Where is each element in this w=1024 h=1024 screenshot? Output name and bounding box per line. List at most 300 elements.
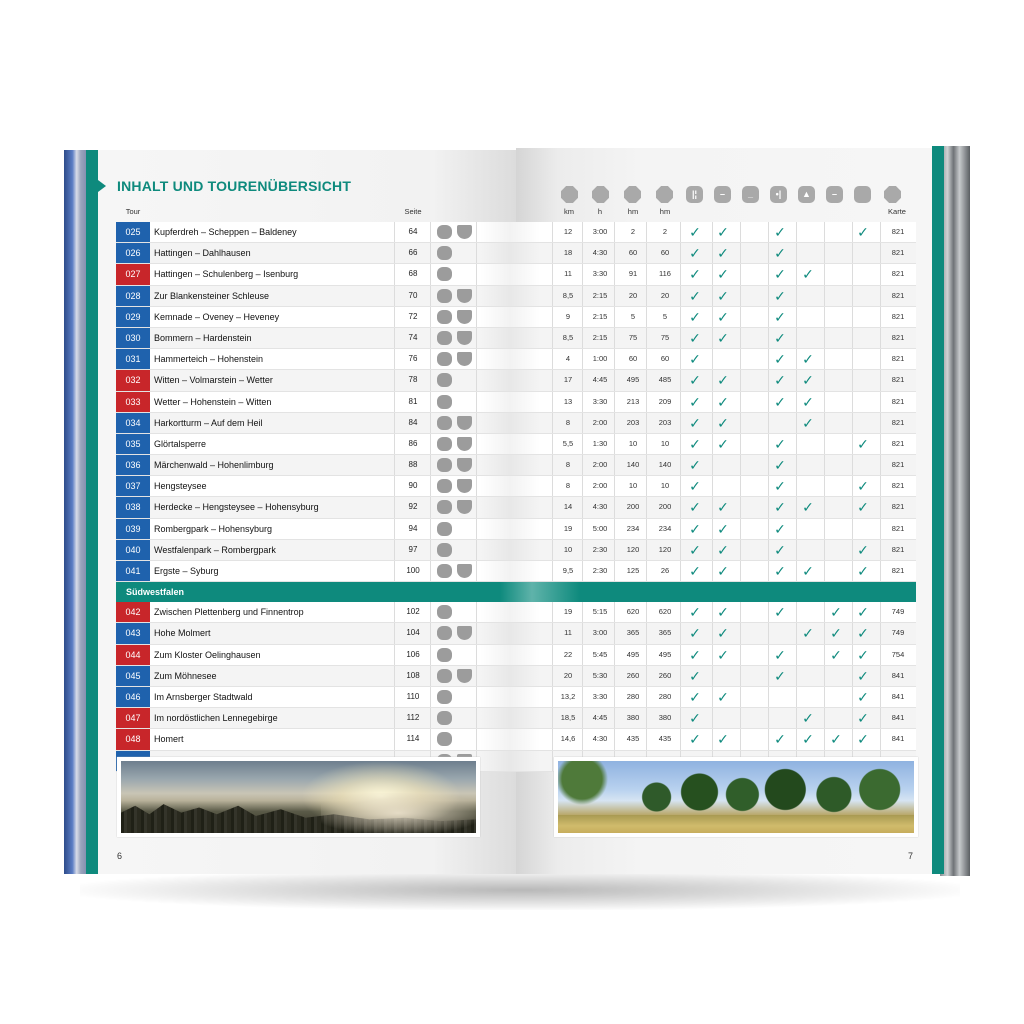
tour-name[interactable]: Zum Kloster Oelinghausen: [154, 649, 261, 660]
walking-icon: [437, 225, 452, 239]
divider: [740, 729, 741, 749]
cell-up: 60: [628, 248, 638, 258]
divider: [824, 455, 825, 475]
divider: [582, 370, 583, 390]
check-icon: ✓: [689, 667, 701, 684]
check-icon: ✓: [857, 688, 869, 705]
divider: [740, 666, 741, 686]
divider: [476, 561, 477, 581]
cell-h: 4:45: [592, 375, 608, 385]
check-icon: ✓: [689, 646, 701, 663]
restaurant-icon: |¦: [686, 186, 703, 203]
divider: [614, 476, 615, 496]
page-title: INHALT UND TOURENÜBERSICHT: [117, 178, 352, 194]
shield-icon: [457, 289, 472, 303]
tour-number: 037: [116, 476, 150, 496]
cell-up: 75: [628, 332, 638, 342]
divider: [614, 708, 615, 728]
tour-name[interactable]: Zwischen Plettenberg und Finnentrop: [154, 607, 304, 618]
tour-page: 64: [408, 227, 418, 236]
cell-h: 3:00: [592, 227, 608, 236]
divider: [680, 434, 681, 454]
cell-h: 2:00: [592, 481, 608, 491]
shield-icon: [457, 564, 472, 578]
tour-name[interactable]: Harkortturm – Auf dem Heil: [154, 417, 263, 428]
check-icon: ✓: [689, 499, 701, 516]
tour-name[interactable]: Herdecke – Hengsteysee – Hohensyburg: [154, 502, 319, 513]
check-icon: ✓: [689, 329, 701, 346]
divider: [646, 540, 647, 560]
divider: [880, 645, 881, 665]
cell-h: 1:00: [592, 354, 608, 364]
tour-page: 114: [406, 734, 420, 744]
check-icon: ✓: [802, 266, 814, 283]
cell-karte: 821: [891, 290, 905, 300]
cell-up: 20: [628, 290, 638, 300]
table-row[interactable]: [116, 392, 916, 413]
divider: [430, 645, 431, 665]
book-gutter: [480, 455, 540, 475]
divider: [796, 243, 797, 263]
table-row[interactable]: [116, 602, 916, 623]
table-row[interactable]: [116, 497, 916, 518]
check-icon: ✓: [717, 646, 729, 663]
divider: [552, 307, 553, 327]
divider: [680, 666, 681, 686]
divider: [476, 413, 477, 433]
divider: [614, 623, 615, 643]
divider: [646, 519, 647, 539]
check-icon: ✓: [717, 414, 729, 431]
tour-name[interactable]: Kupferdreh – Scheppen – Baldeney: [154, 227, 297, 237]
check-icon: ✓: [774, 667, 786, 684]
table-row[interactable]: [116, 687, 916, 708]
book-gutter: [480, 666, 540, 686]
tour-name[interactable]: Märchenwald – Hohenlimburg: [154, 460, 274, 471]
divider: [880, 434, 881, 454]
divider: [646, 455, 647, 475]
walking-icon: [437, 437, 452, 451]
cell-h: 2:00: [592, 417, 608, 427]
divider: [476, 602, 477, 622]
cell-km: 17: [563, 375, 573, 385]
divider: [614, 645, 615, 665]
walking-icon: [437, 711, 452, 725]
header-hm-down: hm: [659, 207, 671, 216]
tour-number: 031: [116, 349, 150, 369]
cell-down: 380: [658, 713, 672, 723]
divider: [852, 328, 853, 348]
table-row[interactable]: [116, 286, 916, 307]
shield-icon: [457, 626, 472, 640]
divider: [582, 286, 583, 306]
tour-page: 78: [408, 375, 418, 385]
book-gutter: [480, 645, 540, 665]
table-row[interactable]: [116, 413, 916, 434]
check-icon: ✓: [689, 731, 701, 748]
tour-number: 042: [116, 602, 150, 622]
check-icon: ✓: [689, 393, 701, 410]
table-row[interactable]: [116, 708, 916, 729]
divider: [582, 349, 583, 369]
divider: [824, 666, 825, 686]
cell-karte: 821: [891, 332, 905, 342]
table-row[interactable]: [116, 434, 916, 455]
divider: [394, 519, 395, 539]
divider: [552, 243, 553, 263]
walking-icon: [437, 522, 452, 536]
divider: [768, 540, 769, 560]
cell-up: 10: [628, 438, 638, 448]
divider: [824, 243, 825, 263]
cell-km: 4: [565, 354, 571, 364]
divider: [646, 602, 647, 622]
teal-border-left: [86, 150, 98, 874]
tour-group-suedwestfalen: [116, 602, 916, 772]
cell-karte: 754: [891, 649, 905, 659]
divider: [614, 307, 615, 327]
divider: [680, 602, 681, 622]
cell-down: 620: [658, 607, 672, 617]
divider: [852, 519, 853, 539]
check-icon: ✓: [689, 688, 701, 705]
book-gutter: [480, 222, 540, 242]
table-row[interactable]: [116, 729, 916, 750]
divider: [680, 476, 681, 496]
divider: [394, 476, 395, 496]
tour-page: 97: [408, 544, 418, 554]
book-gutter: [480, 264, 540, 284]
divider: [614, 286, 615, 306]
divider: [796, 370, 797, 390]
divider: [394, 222, 395, 242]
divider: [768, 497, 769, 517]
cell-down: 26: [660, 566, 670, 575]
table-row[interactable]: [116, 222, 916, 243]
divider: [476, 687, 477, 707]
cell-km: 9: [565, 311, 571, 321]
walking-icon: [437, 352, 452, 366]
cell-h: 5:00: [592, 523, 608, 533]
table-row[interactable]: [116, 243, 916, 264]
divider: [582, 392, 583, 412]
check-icon: ✓: [774, 478, 786, 495]
divider: [582, 687, 583, 707]
cell-down: 60: [660, 354, 670, 364]
cell-h: 2:15: [592, 311, 608, 321]
divider: [768, 519, 769, 539]
divider: [852, 349, 853, 369]
check-icon: ✓: [774, 563, 786, 579]
check-icon: ✓: [689, 372, 701, 389]
divider: [796, 222, 797, 242]
tour-name[interactable]: Kemnade – Oveney – Heveney: [154, 311, 280, 322]
table-row[interactable]: [116, 623, 916, 644]
pavilion-icon: ▲: [798, 186, 815, 203]
divider: [476, 623, 477, 643]
divider: [768, 687, 769, 707]
header-km: km: [564, 207, 574, 216]
tour-page: 88: [408, 460, 418, 470]
region-header: [116, 582, 916, 602]
walking-icon: [437, 310, 452, 324]
check-icon: ✓: [802, 563, 814, 579]
tour-page: 81: [408, 396, 418, 406]
cell-km: 10: [563, 544, 573, 554]
check-icon: ✓: [717, 372, 729, 389]
table-row[interactable]: [116, 476, 916, 497]
divider: [582, 623, 583, 643]
divider: [824, 497, 825, 517]
divider: [430, 370, 431, 390]
divider: [394, 434, 395, 454]
check-icon: ✓: [689, 266, 701, 283]
divider: [646, 623, 647, 643]
shield-icon: [457, 310, 472, 324]
divider: [394, 392, 395, 412]
divider: [740, 645, 741, 665]
divider: [796, 286, 797, 306]
divider: [824, 307, 825, 327]
divider: [646, 561, 647, 581]
divider: [476, 455, 477, 475]
divider: [712, 666, 713, 686]
cell-down: 280: [658, 691, 672, 701]
tour-name[interactable]: Witten – Volmarstein – Wetter: [154, 375, 273, 386]
cell-karte: 821: [891, 311, 905, 321]
check-icon: ✓: [774, 541, 786, 558]
divider: [880, 349, 881, 369]
cell-down: 234: [658, 523, 672, 533]
divider: [768, 623, 769, 643]
table-row[interactable]: [116, 666, 916, 687]
table-row[interactable]: [116, 540, 916, 561]
divider: [476, 264, 477, 284]
divider: [880, 708, 881, 728]
divider: [768, 222, 769, 242]
divider: [646, 687, 647, 707]
divider: [796, 476, 797, 496]
photo-juniper-heath: [554, 757, 918, 837]
divider: [768, 666, 769, 686]
divider: [824, 286, 825, 306]
divider: [880, 497, 881, 517]
tour-name[interactable]: Hattingen – Dahlhausen: [154, 248, 251, 259]
book-gutter: [480, 497, 540, 517]
tour-name[interactable]: Hengsteysee: [154, 481, 207, 492]
divider: [476, 729, 477, 749]
divider: [552, 434, 553, 454]
divider: [430, 243, 431, 263]
divider: [768, 413, 769, 433]
tour-number: 046: [116, 687, 150, 707]
check-icon: ✓: [717, 435, 729, 452]
tour-page: 84: [408, 417, 418, 427]
divider: [646, 729, 647, 749]
divider: [430, 708, 431, 728]
book-gutter: [480, 602, 540, 622]
cell-km: 20: [563, 670, 573, 680]
tour-name[interactable]: Westfalenpark – Rombergpark: [154, 544, 276, 555]
cell-karte: 821: [891, 354, 905, 364]
divider: [582, 540, 583, 560]
divider: [740, 561, 741, 581]
cell-h: 2:30: [592, 566, 608, 575]
table-row[interactable]: [116, 307, 916, 328]
table-row[interactable]: [116, 264, 916, 285]
divider: [824, 561, 825, 581]
check-icon: ✓: [689, 287, 701, 304]
tour-name[interactable]: Zur Blankensteiner Schleuse: [154, 290, 270, 301]
cell-h: 2:15: [592, 290, 608, 300]
divider: [740, 497, 741, 517]
divider: [552, 708, 553, 728]
divider: [740, 602, 741, 622]
shield-icon: [457, 458, 472, 472]
divider: [740, 519, 741, 539]
tour-name[interactable]: Ergste – Syburg: [154, 566, 219, 576]
table-row[interactable]: [116, 349, 916, 370]
check-icon: ✓: [717, 625, 729, 642]
walking-icon: [437, 246, 452, 260]
table-row[interactable]: [116, 519, 916, 540]
cell-down: 203: [658, 417, 672, 427]
cell-km: 8,5: [562, 290, 574, 300]
divider: [614, 497, 615, 517]
divider: [552, 413, 553, 433]
table-row[interactable]: [116, 645, 916, 666]
divider: [430, 497, 431, 517]
divider: [614, 392, 615, 412]
divider: [646, 497, 647, 517]
title-arrow-icon: [98, 180, 106, 192]
tour-name[interactable]: Wetter – Hohenstein – Witten: [154, 396, 272, 407]
book-gutter: [480, 243, 540, 263]
cell-h: 3:30: [592, 396, 608, 406]
tour-page: 74: [408, 332, 418, 342]
divider: [680, 328, 681, 348]
tour-page: 112: [406, 713, 420, 723]
tour-name[interactable]: Zum Möhnesee: [154, 670, 217, 681]
divider: [552, 349, 553, 369]
divider: [430, 666, 431, 686]
walking-icon: [437, 669, 452, 683]
cell-karte: 841: [891, 691, 905, 701]
check-icon: ✓: [830, 604, 842, 621]
book-gutter: [480, 392, 540, 412]
tour-name[interactable]: Glörtalsperre: [154, 438, 207, 449]
cell-down: 260: [658, 670, 672, 680]
divider: [476, 708, 477, 728]
check-icon: ✓: [857, 646, 869, 663]
check-icon: ✓: [857, 625, 869, 642]
check-icon: ✓: [717, 688, 729, 705]
table-row[interactable]: [116, 455, 916, 476]
divider: [796, 392, 797, 412]
check-icon: ✓: [689, 541, 701, 558]
cell-down: 140: [658, 460, 672, 470]
tour-page: 92: [408, 502, 418, 512]
table-row[interactable]: [116, 561, 916, 582]
tour-name[interactable]: Hammerteich – Hohenstein: [154, 354, 264, 365]
tour-number: 029: [116, 307, 150, 327]
shield-icon: [457, 331, 472, 345]
cell-h: 5:15: [592, 607, 608, 617]
cell-h: 4:30: [592, 734, 608, 744]
walking-icon: [437, 732, 452, 746]
divider: [880, 243, 881, 263]
cell-karte: 821: [891, 227, 905, 236]
cell-h: 5:30: [592, 670, 608, 680]
divider: [646, 222, 647, 242]
check-icon: ✓: [802, 351, 814, 368]
check-icon: ✓: [717, 604, 729, 621]
divider: [476, 434, 477, 454]
tour-page: 106: [406, 649, 420, 659]
divider: [394, 540, 395, 560]
check-icon: ✓: [717, 520, 729, 537]
tour-name[interactable]: Im nordöstlichen Lennegebirge: [154, 713, 278, 724]
walking-icon: [437, 648, 452, 662]
tour-name[interactable]: Im Arnsberger Stadtwald: [154, 691, 253, 702]
divider: [768, 729, 769, 749]
divider: [824, 413, 825, 433]
divider: [680, 286, 681, 306]
cell-down: 75: [660, 332, 670, 342]
check-icon: ✓: [717, 731, 729, 748]
divider: [796, 307, 797, 327]
table-row[interactable]: [116, 328, 916, 349]
tour-number: 027: [116, 264, 150, 284]
tour-name[interactable]: Homert: [154, 734, 184, 745]
divider: [740, 243, 741, 263]
tour-page: 110: [406, 691, 420, 701]
check-icon: ✓: [774, 457, 786, 474]
divider: [394, 413, 395, 433]
divider: [430, 519, 431, 539]
tour-name[interactable]: Bommern – Hardenstein: [154, 332, 252, 343]
divider: [740, 434, 741, 454]
divider: [680, 455, 681, 475]
divider: [824, 645, 825, 665]
tour-number: 028: [116, 286, 150, 306]
divider: [824, 392, 825, 412]
divider: [394, 286, 395, 306]
tour-number: 045: [116, 666, 150, 686]
tour-name[interactable]: Rombergpark – Hohensyburg: [154, 523, 273, 534]
divider: [476, 370, 477, 390]
divider: [614, 519, 615, 539]
divider: [852, 286, 853, 306]
divider: [680, 729, 681, 749]
divider: [824, 434, 825, 454]
cell-karte: 821: [891, 566, 905, 575]
tour-name[interactable]: Hohe Molmert: [154, 628, 211, 639]
divider: [768, 602, 769, 622]
table-row[interactable]: [116, 370, 916, 391]
tour-number: 030: [116, 328, 150, 348]
walking-icon: [437, 690, 452, 704]
tour-name[interactable]: Hattingen – Schulenberg – Isenburg: [154, 269, 299, 280]
divider: [646, 349, 647, 369]
check-icon: ✓: [689, 604, 701, 621]
divider: [430, 602, 431, 622]
divider: [476, 392, 477, 412]
divider: [680, 413, 681, 433]
divider: [476, 307, 477, 327]
divider: [796, 561, 797, 581]
divider: [796, 328, 797, 348]
